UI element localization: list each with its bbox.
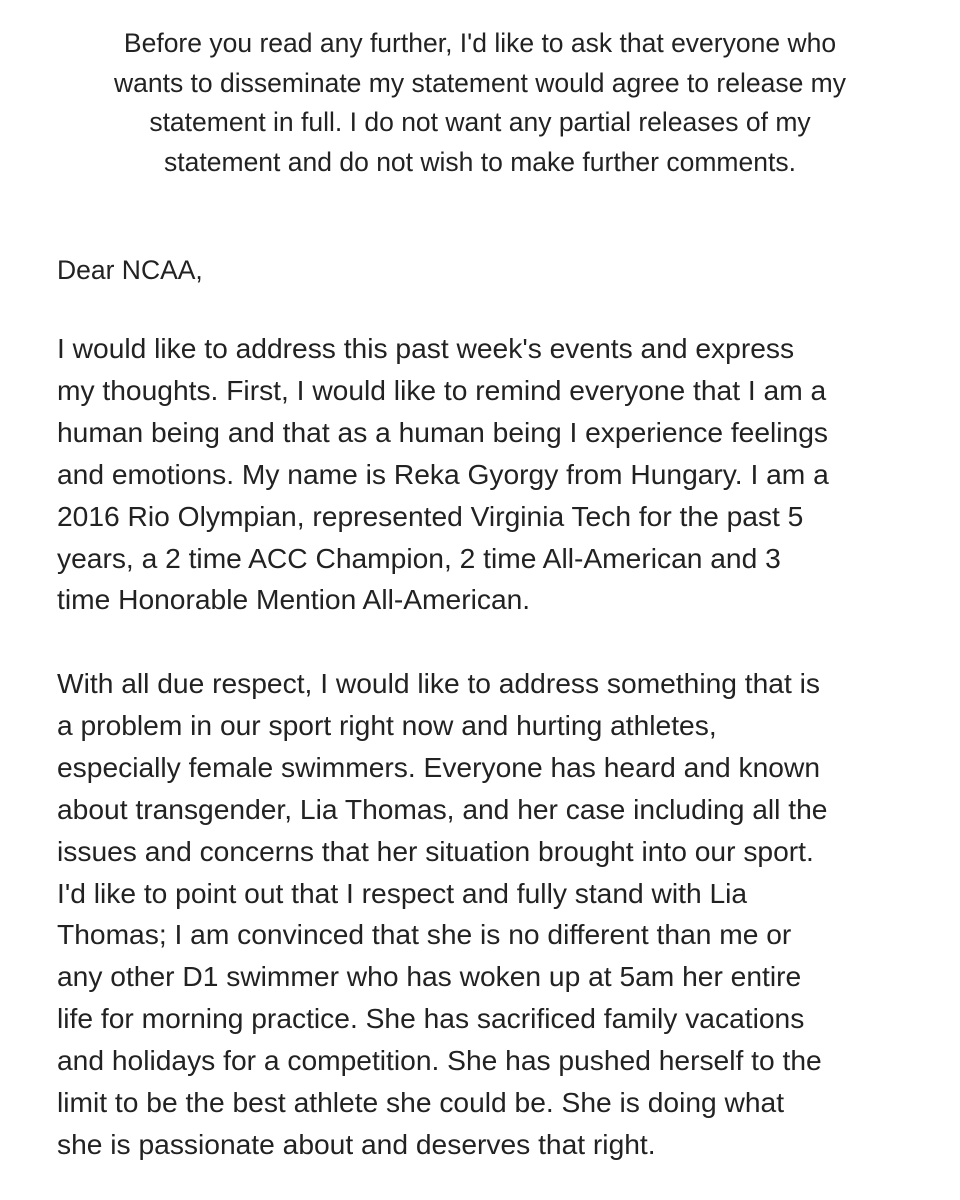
paragraph-line: and holidays for a competition. She has pushed herself to the [57, 1044, 822, 1077]
paragraph-line: especially female swimmers. Everyone has heard and known [57, 750, 820, 783]
paragraph-line: issues and concerns that her situation brought into our sport. [57, 834, 814, 867]
salutation: Dear NCAA, [57, 255, 203, 285]
paragraph-line: any other D1 swimmer who has woken up at 5am her entire [57, 960, 802, 993]
paragraph-line: With all due respect, I would like to address something that is [57, 667, 821, 699]
intro-line: Before you read any further, I'd like to ask that everyone who [123, 28, 837, 58]
paragraph-line: and emotions. My name is Reka Gyorgy from Hungary. I am a [57, 457, 829, 490]
paragraph-line: I'd like to point out that I respect and fully stand with Lia [57, 876, 748, 909]
paragraph-line: about transgender, Lia Thomas, and her case including all the [57, 792, 828, 825]
paragraph-respect [57, 663, 937, 1166]
paragraph-introduction [57, 328, 937, 621]
paragraph-line: 2016 Rio Olympian, represented Virginia Tech for the past 5 [57, 499, 804, 532]
paragraph-line: she is passionate about and deserves that right. [57, 1127, 656, 1160]
paragraph-line: limit to be the best athlete she could be. She is doing what [57, 1086, 785, 1119]
intro-line: wants to disseminate my statement would agree to release my [113, 67, 847, 98]
paragraph-line: human being and that as a human being I experience feelings [57, 415, 828, 448]
paragraph-line: years, a 2 time ACC Champion, 2 time All-American and 3 [57, 541, 781, 574]
intro-note [40, 24, 920, 182]
paragraph-line: Thomas; I am convinced that she is no different than me or [57, 918, 792, 951]
intro-line: statement and do not wish to make further comments. [164, 146, 796, 177]
paragraph-line: a problem in our sport right now and hurting athletes, [57, 708, 717, 741]
intro-line: statement in full. I do not want any partial releases of my [149, 107, 811, 137]
paragraph-line: my thoughts. First, I would like to remind everyone that I am a [57, 373, 827, 406]
paragraph-line: life for morning practice. She has sacrificed family vacations [57, 1002, 805, 1035]
paragraph-line: time Honorable Mention All-American. [57, 583, 531, 616]
paragraph-line: I would like to address this past week's events and express [57, 332, 795, 364]
